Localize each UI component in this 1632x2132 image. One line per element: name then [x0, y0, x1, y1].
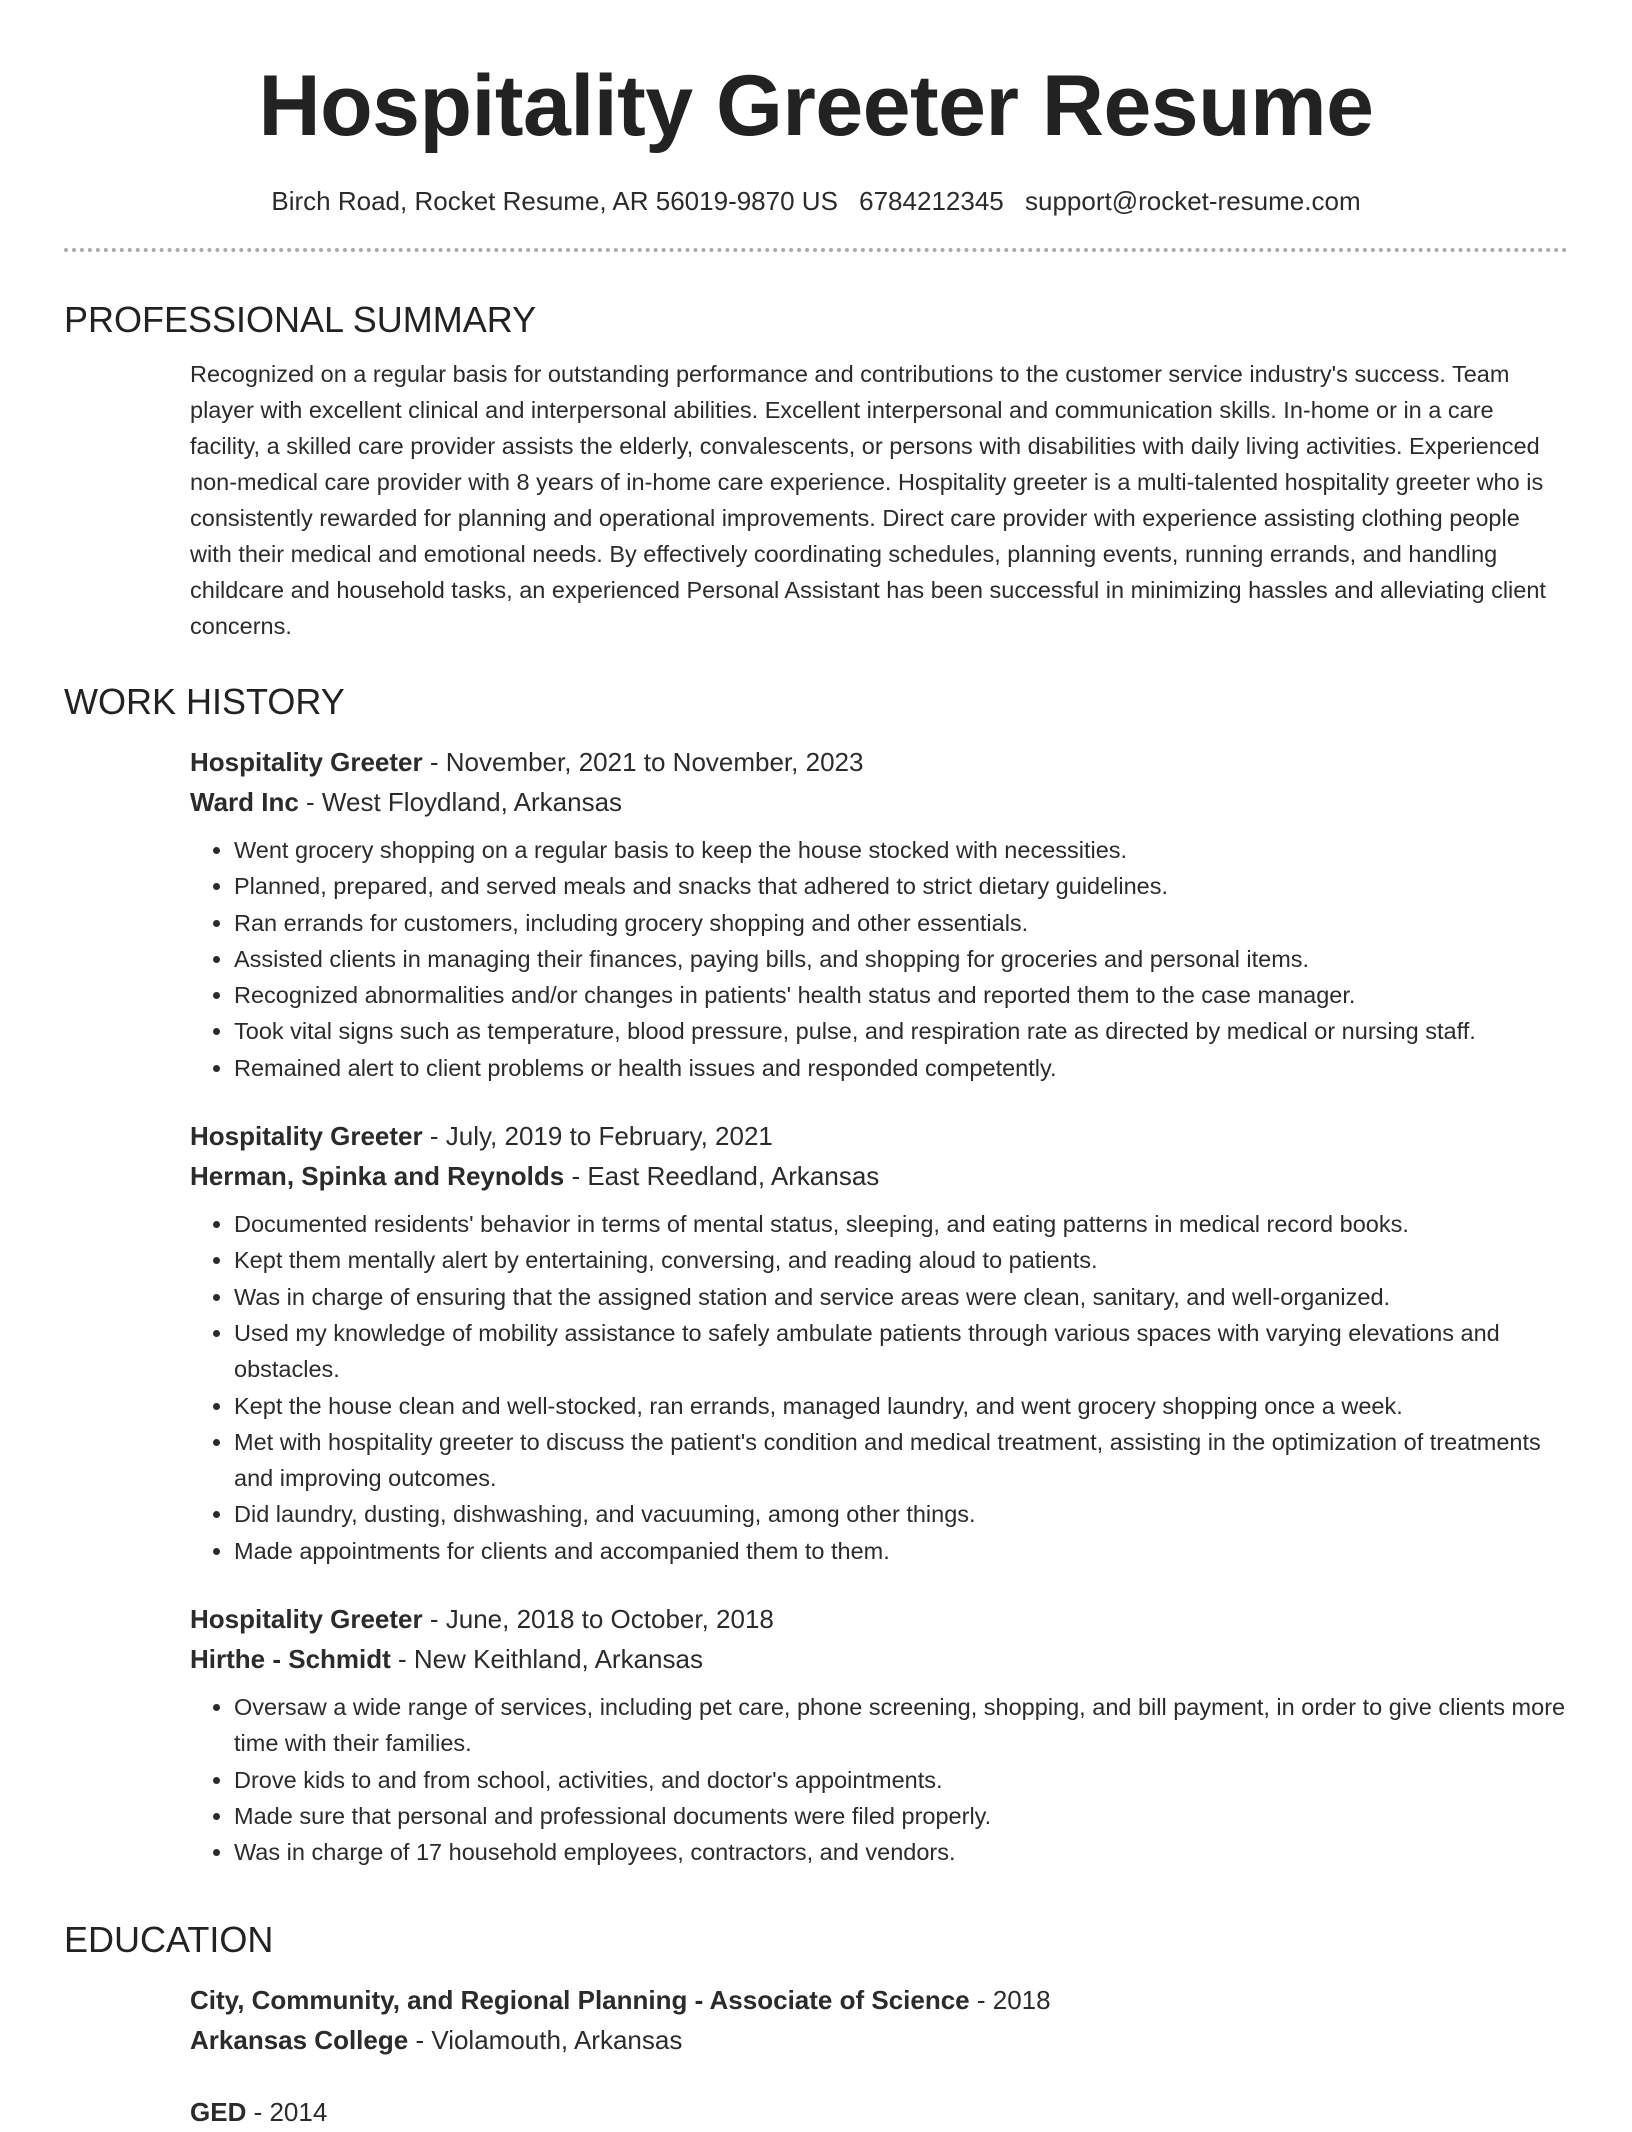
- job-duty: • Met with hospitality greeter to discuss the patient's condition and medical treatment, assisting in the optimization of treatments and improving outcomes.: [234, 1424, 1568, 1497]
- job-location: - East Reedland, Arkansas: [564, 1161, 880, 1192]
- degree-line: [190, 2092, 1568, 2132]
- degree-line: [190, 1980, 1568, 2020]
- job-company: Herman, Spinka and Reynolds: [190, 1161, 565, 1192]
- job-dates: - June, 2018 to October, 2018: [422, 1604, 774, 1635]
- job-duty: • Made sure that personal and professional documents were filed properly.: [234, 1798, 1568, 1834]
- job-duty: • Used my knowledge of mobility assistance to safely ambulate patients through various spaces with varying elevations and obstacles.: [234, 1315, 1568, 1388]
- job-company: Hirthe - Schmidt: [190, 1644, 391, 1675]
- degree-name: GED: [190, 2097, 247, 2127]
- job-company-line: [190, 1156, 1568, 1196]
- job-company: Ward Inc: [190, 787, 299, 817]
- job-duty: • Did laundry, dusting, dishwashing, and vacuuming, among other things.: [234, 1496, 1568, 1532]
- header-divider: [64, 248, 1568, 252]
- resume-title: Hospitality Greeter Resume: [258, 58, 1374, 154]
- job-duty: • Was in charge of ensuring that the assigned station and service areas were clean, sanitary, and well-organized.: [234, 1279, 1568, 1315]
- education-entry: [190, 2092, 1568, 2132]
- job-duty: • Planned, prepared, and served meals and snacks that adhered to strict dietary guidelines.: [234, 868, 1568, 904]
- job-duty: • Made appointments for clients and accompanied them to them.: [234, 1533, 1568, 1569]
- summary-section: [64, 298, 1568, 644]
- work-history-section: [64, 680, 1568, 1871]
- degree-year: - 2014: [246, 2097, 328, 2127]
- education-heading: EDUCATION: [64, 1919, 274, 1960]
- job-title-line: [190, 1599, 1568, 1639]
- job-duties-list: [190, 832, 1568, 1086]
- job-location: - New Keithland, Arkansas: [390, 1644, 703, 1675]
- job-duty: • Took vital signs such as temperature, blood pressure, pulse, and respiration rate as directed by medical or nursing staff.: [234, 1013, 1568, 1049]
- job-duty: • Was in charge of 17 household employees, contractors, and vendors.: [234, 1834, 1568, 1870]
- job-duties-list: [190, 1689, 1568, 1870]
- job-title: Hospitality Greeter: [190, 747, 423, 777]
- job-title: Hospitality Greeter: [190, 1121, 423, 1152]
- job-duty: • Kept them mentally alert by entertaining, conversing, and reading aloud to patients.: [234, 1242, 1568, 1278]
- job-duty: • Went grocery shopping on a regular basis to keep the house stocked with necessities.: [234, 832, 1568, 868]
- degree-name: City, Community, and Regional Planning - Associate of Science: [190, 1985, 970, 2015]
- contact-phone: 6784212345: [859, 186, 1004, 216]
- job-duty: • Drove kids to and from school, activities, and doctor's appointments.: [234, 1762, 1568, 1798]
- job-dates: - November, 2021 to November, 2023: [422, 747, 864, 777]
- school-name: Arkansas College: [190, 2025, 409, 2055]
- contact-email: support@rocket-resume.com: [1024, 186, 1361, 216]
- work-history-heading: WORK HISTORY: [64, 681, 345, 722]
- job-duty: • Oversaw a wide range of services, including pet care, phone screening, shopping, and bill payment, in order to give clients more time with their families.: [234, 1689, 1568, 1762]
- education-entry: [190, 1980, 1568, 2060]
- job-duty: • Ran errands for customers, including grocery shopping and other essentials.: [234, 905, 1568, 941]
- school-location: - Violamouth, Arkansas: [408, 2025, 683, 2055]
- job-duties-list: [190, 1206, 1568, 1569]
- job-duty: • Recognized abnormalities and/or changes in patients' health status and reported them to the case manager.: [234, 977, 1568, 1013]
- resume-header: [0, 0, 1632, 218]
- job-duty: • Documented residents' behavior in terms of mental status, sleeping, and eating patterns in medical record books.: [234, 1206, 1568, 1242]
- job-entry: [190, 1116, 1568, 1569]
- summary-text: Recognized on a regular basis for outstanding performance and contributions to the customer service industry's success. Team player with excellent clinical and interpersonal abilities. Excellent interpersonal and communication skills. In-home or in a care facility, a skilled care provider assists the elderly, convalescents, or persons with disabilities with daily living activities. Experienced non-medical care provider with 8 years of in-home care experience. Hospitality greeter is a multi-talented hospitality greeter who is consistently rewarded for planning and operational improvements. Direct care provider with experience assisting clothing people with their medical and emotional needs. By effectively coordinating schedules, planning events, running errands, and handling childcare and household tasks, an experienced Personal Assistant has been successful in minimizing hassles and alleviating client concerns.: [190, 361, 1546, 639]
- degree-year: - 2018: [969, 1985, 1051, 2015]
- job-duty: • Kept the house clean and well-stocked, ran errands, managed laundry, and went grocery shopping once a week.: [234, 1388, 1568, 1424]
- job-title: Hospitality Greeter: [190, 1604, 423, 1635]
- job-location: - West Floydland, Arkansas: [298, 787, 623, 817]
- job-company-line: [190, 1639, 1568, 1679]
- school-line: [190, 2020, 1568, 2060]
- job-title-line: [190, 742, 1568, 782]
- education-section: [64, 1918, 1568, 2132]
- summary-heading: PROFESSIONAL SUMMARY: [64, 299, 537, 340]
- contact-address: Birch Road, Rocket Resume, AR 56019-9870 US: [271, 186, 838, 216]
- job-company-line: [190, 782, 1568, 822]
- job-duty: • Assisted clients in managing their finances, paying bills, and shopping for groceries and personal items.: [234, 941, 1568, 977]
- job-entry: [190, 742, 1568, 1086]
- job-entry: [190, 1599, 1568, 1870]
- contact-line: [0, 184, 1632, 218]
- job-dates: - July, 2019 to February, 2021: [422, 1121, 773, 1152]
- job-duty: • Remained alert to client problems or health issues and responded competently.: [234, 1050, 1568, 1086]
- job-title-line: [190, 1116, 1568, 1156]
